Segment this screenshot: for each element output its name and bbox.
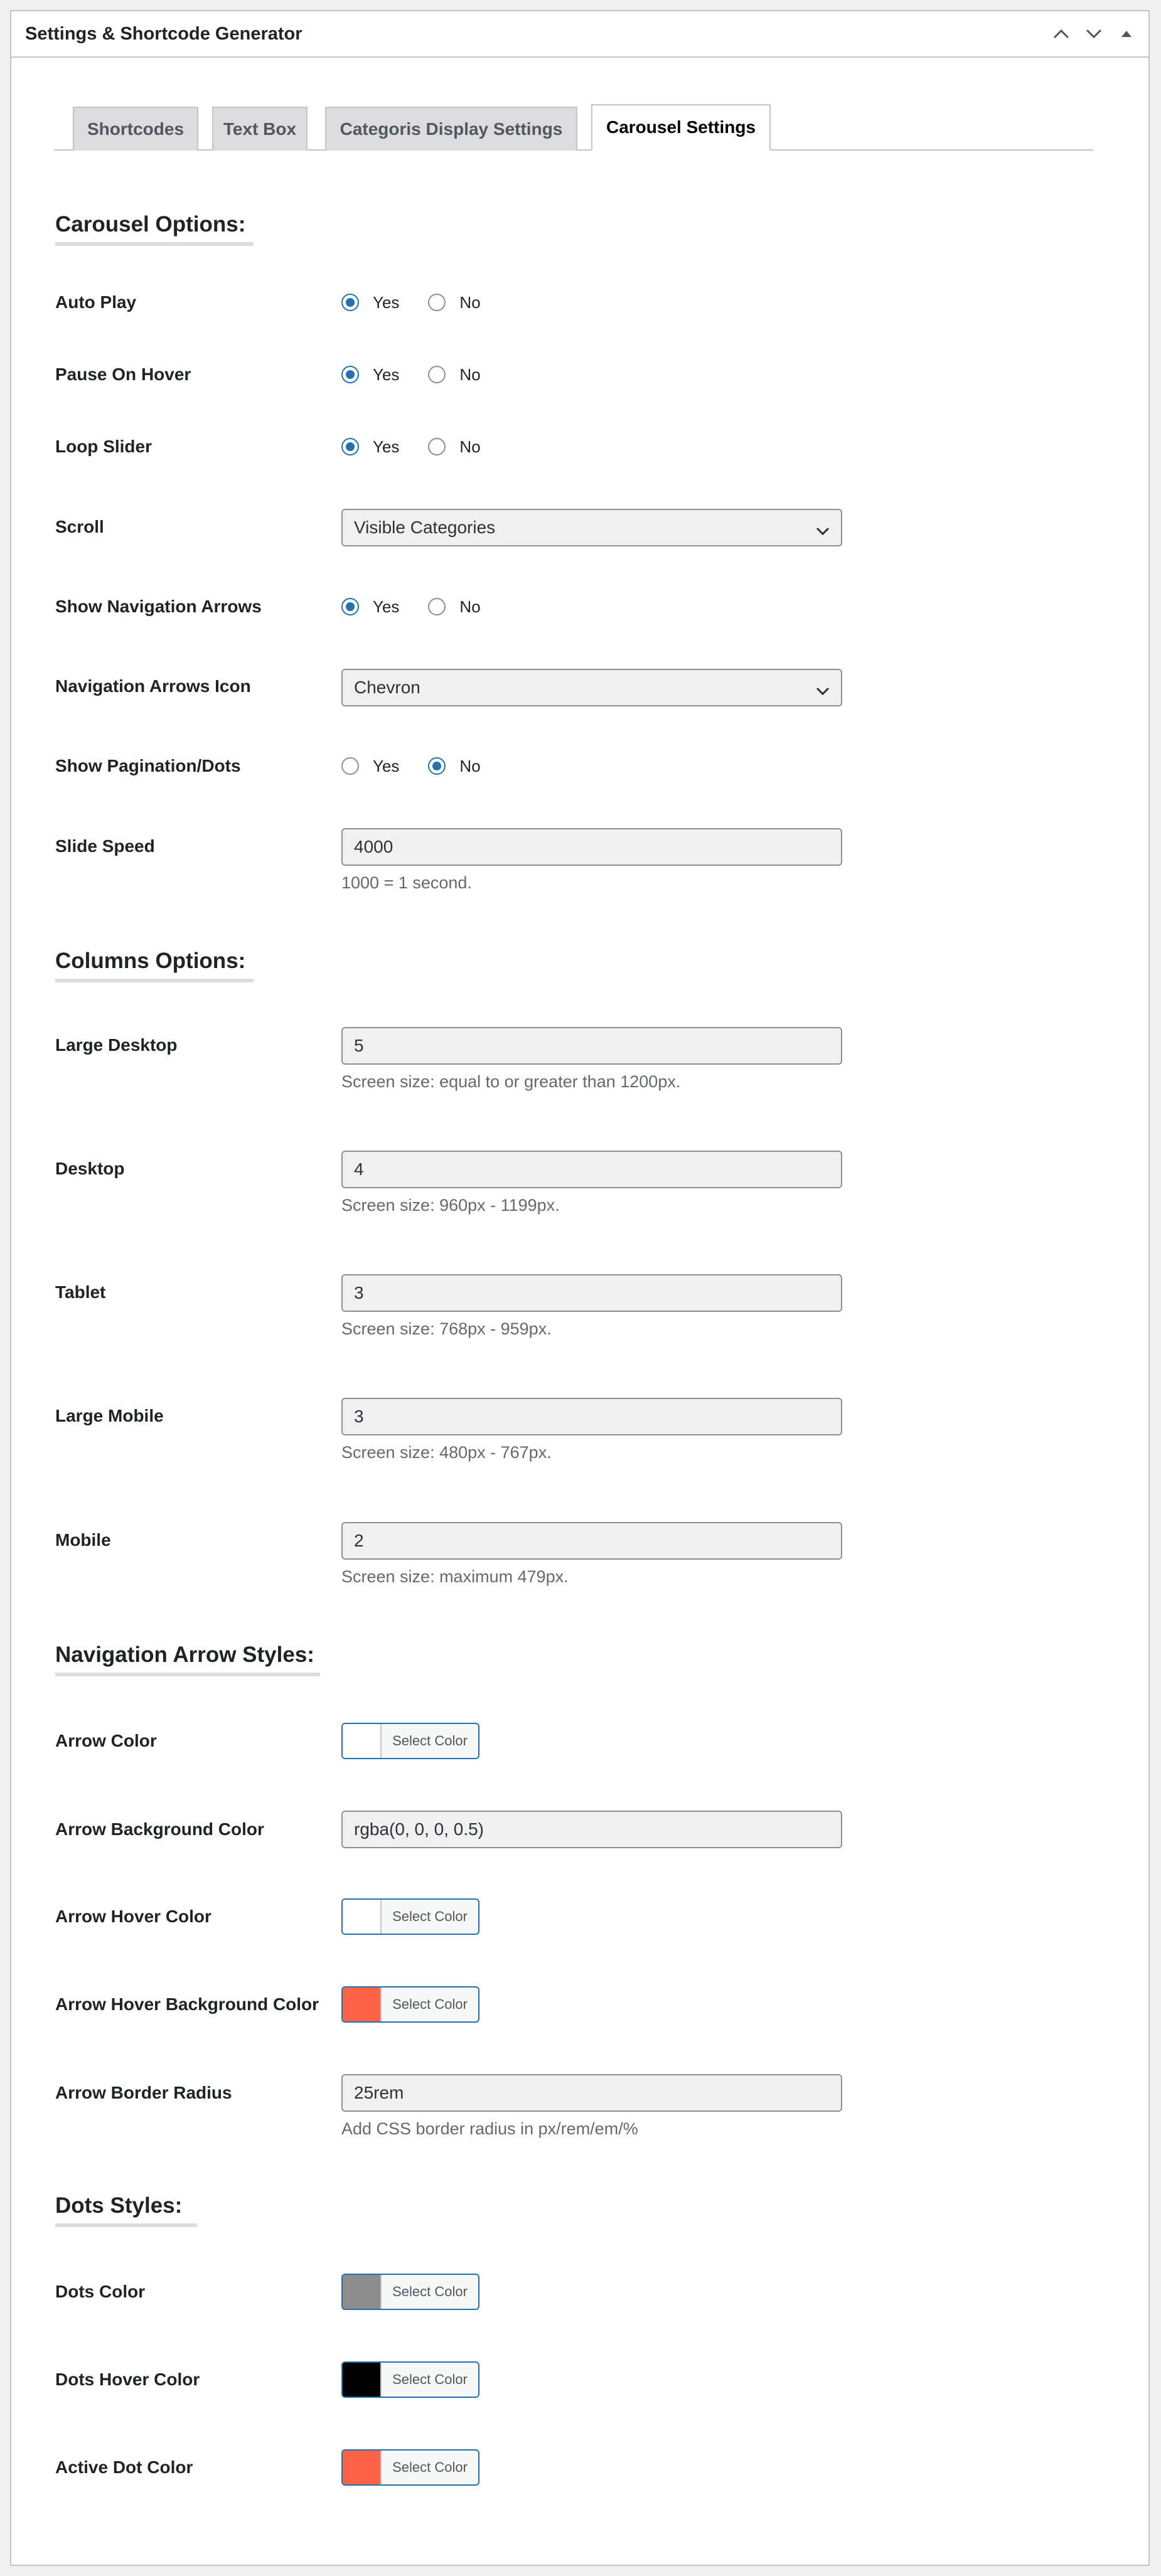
tablet-label: Tablet [55,1282,106,1302]
move-down-icon[interactable] [1084,24,1103,43]
pause-on-hover-no[interactable] [428,365,480,385]
dots-hover-color-picker[interactable] [341,2361,479,2398]
show-navigation-arrows-no[interactable] [428,597,480,617]
tablet-input[interactable]: 3 [341,1274,842,1312]
columns-options-heading [55,949,245,974]
radio-checked[interactable] [341,598,359,615]
carousel-options-heading [55,212,245,237]
color-swatch [343,1988,382,2021]
mobile-label: Mobile [55,1530,111,1550]
radio-label: Yes [373,365,400,384]
loop-slider-radio-group [341,435,510,458]
large-mobile-input[interactable]: 3 [341,1398,842,1435]
arrow-border-radius-label: Arrow Border Radius [55,2083,232,2102]
auto-play-radio-group [341,291,510,314]
radio-label: Yes [373,756,400,775]
show-pagination-yes[interactable] [341,757,399,776]
arrow-hover-background-color-picker[interactable] [341,1986,479,2023]
heading-underline [55,2223,197,2227]
radio-label: No [459,365,481,384]
desktop-help: Screen size: 960px - 1199px. [341,1196,560,1215]
pause-on-hover-yes[interactable] [341,365,399,385]
heading-underline [55,242,254,246]
chevron-down-icon [816,520,830,540]
move-up-icon[interactable] [1052,24,1071,43]
slide-speed-help: 1000 = 1 second. [341,873,472,892]
dots-color-picker[interactable] [341,2274,479,2310]
radio-label: No [459,437,481,456]
desktop-label: Desktop [55,1159,125,1178]
postbox-title: Settings & Shortcode Generator [25,23,302,44]
slide-speed-input[interactable]: 4000 [341,828,842,866]
show-pagination-radio-group [341,755,510,777]
columns-options-heading-text: Columns Options: [55,949,246,973]
tablet-help: Screen size: 768px - 959px. [341,1319,552,1338]
radio-label: Yes [373,292,400,312]
arrow-hover-background-color-label: Arrow Hover Background Color [55,1994,319,2014]
mobile-input[interactable]: 2 [341,1522,842,1560]
select-color-button[interactable]: Select Color [392,2371,468,2387]
radio-label: Yes [373,597,400,616]
tab-categoris-display-settings[interactable]: Categoris Display Settings [325,107,577,151]
handle-actions [1052,11,1136,56]
select-color-button[interactable]: Select Color [392,2459,468,2475]
navigation-arrow-styles-heading [55,1642,314,1668]
dots-hover-color-label: Dots Hover Color [55,2370,200,2389]
select-color-button[interactable]: Select Color [392,2284,468,2299]
arrow-background-color-label: Arrow Background Color [55,1819,264,1839]
radio-label: No [459,756,481,775]
show-pagination-no[interactable] [428,757,480,776]
slide-speed-label: Slide Speed [55,836,155,856]
arrow-hover-color-picker[interactable] [341,1898,479,1935]
dots-styles-heading [55,2193,182,2218]
show-navigation-arrows-label: Show Navigation Arrows [55,597,262,616]
radio-label: Yes [373,437,400,456]
arrow-border-radius-input[interactable]: 25rem [341,2074,842,2112]
loop-slider-label: Loop Slider [55,437,152,456]
scroll-label: Scroll [55,517,104,536]
loop-slider-no[interactable] [428,437,480,457]
settings-tabs [54,95,1093,151]
large-mobile-help: Screen size: 480px - 767px. [341,1443,552,1462]
color-swatch [343,2451,382,2484]
mobile-help: Screen size: maximum 479px. [341,1567,569,1586]
auto-play-no[interactable] [428,293,480,312]
carousel-options-heading-text: Carousel Options: [55,212,246,237]
select-color-button[interactable]: Select Color [392,1733,468,1748]
tab-text-box[interactable]: Text Box [212,107,308,151]
radio-unchecked[interactable] [428,598,446,615]
arrow-border-radius-help: Add CSS border radius in px/rem/em/% [341,2119,638,2138]
scroll-select[interactable] [341,509,842,546]
arrow-background-color-input[interactable]: rgba(0, 0, 0, 0.5) [341,1811,842,1848]
radio-label: No [459,597,481,616]
radio-unchecked[interactable] [428,366,446,383]
select-color-button[interactable]: Select Color [392,1996,468,2012]
heading-underline [55,1673,320,1676]
dots-styles-heading-text: Dots Styles: [55,2193,183,2218]
radio-checked[interactable] [341,294,359,311]
dots-color-label: Dots Color [55,2282,146,2301]
chevron-down-icon [816,680,830,700]
arrow-hover-color-label: Arrow Hover Color [55,1907,211,1926]
tab-shortcodes[interactable]: Shortcodes [73,107,198,151]
postbox-header [11,11,1148,58]
large-desktop-label: Large Desktop [55,1035,178,1055]
radio-unchecked[interactable] [341,757,359,775]
select-color-button[interactable]: Select Color [392,1908,468,1924]
desktop-input[interactable]: 4 [341,1151,842,1188]
show-pagination-label: Show Pagination/Dots [55,756,241,775]
scroll-select-value: Visible Categories [354,518,496,537]
auto-play-label: Auto Play [55,292,137,312]
color-swatch [343,1724,382,1758]
radio-unchecked[interactable] [428,294,446,311]
auto-play-yes[interactable] [341,293,399,312]
pause-on-hover-label: Pause On Hover [55,365,191,384]
navigation-arrows-icon-select[interactable] [341,669,842,706]
collapse-toggle-icon[interactable] [1117,24,1136,43]
color-swatch [343,2363,382,2397]
active-dot-color-label: Active Dot Color [55,2457,193,2477]
heading-underline [55,979,254,982]
radio-checked[interactable] [341,366,359,383]
radio-unchecked[interactable] [428,438,446,455]
active-dot-color-picker[interactable] [341,2449,479,2486]
loop-slider-yes[interactable] [341,437,399,457]
large-desktop-help: Screen size: equal to or greater than 1200px. [341,1072,681,1091]
arrow-color-label: Arrow Color [55,1731,157,1750]
pause-on-hover-radio-group [341,363,510,386]
color-swatch [343,2275,382,2309]
navigation-arrows-icon-value: Chevron [354,678,420,697]
large-desktop-input[interactable]: 5 [341,1027,842,1065]
radio-checked[interactable] [341,438,359,455]
radio-checked[interactable] [428,757,446,775]
tab-carousel-settings[interactable]: Carousel Settings [591,104,771,151]
arrow-color-picker[interactable] [341,1723,479,1759]
show-navigation-arrows-yes[interactable] [341,597,399,617]
radio-label: No [459,292,481,312]
navigation-arrows-icon-label: Navigation Arrows Icon [55,676,251,696]
navigation-arrow-styles-heading-text: Navigation Arrow Styles: [55,1642,314,1667]
large-mobile-label: Large Mobile [55,1406,164,1425]
show-navigation-arrows-radio-group [341,595,510,618]
color-swatch [343,1900,382,1934]
